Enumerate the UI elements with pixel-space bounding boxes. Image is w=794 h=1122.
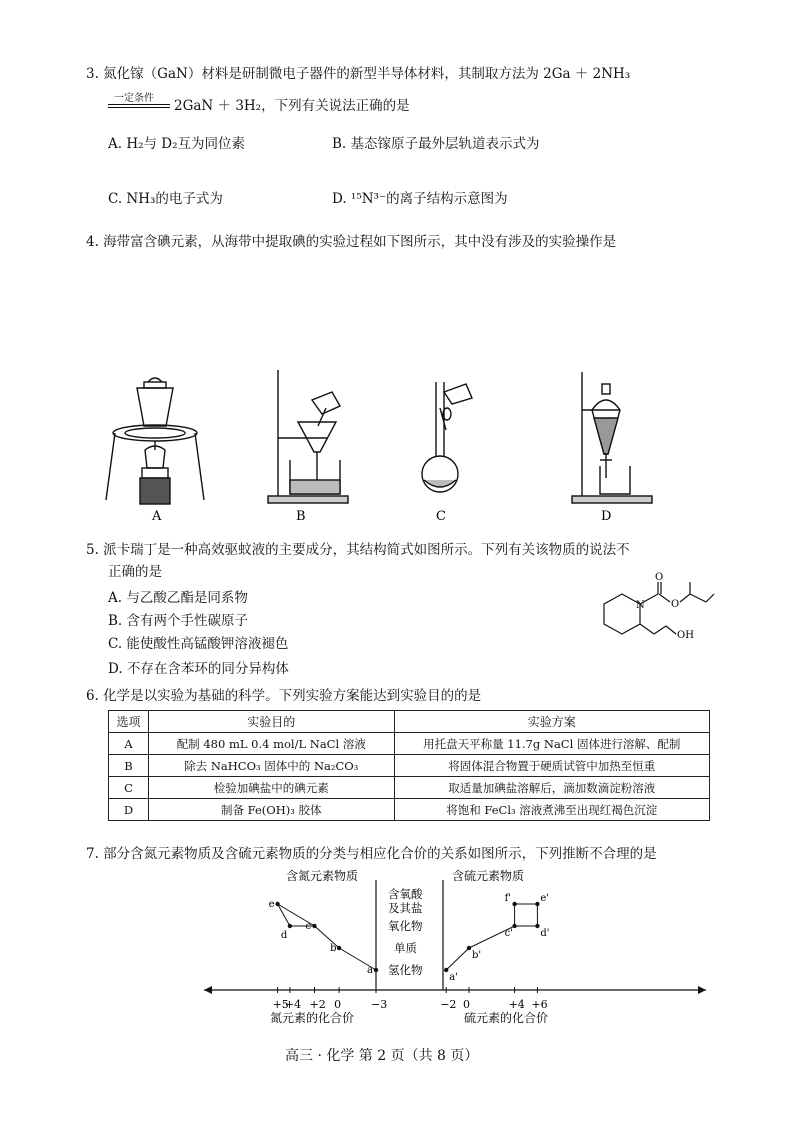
- s-connector-line: [446, 948, 469, 970]
- n-point-d: [288, 924, 292, 928]
- s-point-label: d': [540, 928, 550, 939]
- table-cell: 配制 480 mL 0.4 mol/L NaCl 溶液: [148, 733, 394, 755]
- category-label: 氢化物: [388, 963, 423, 977]
- n-chart-title: 含氮元素物质: [286, 869, 359, 883]
- s-tick-label: +4: [508, 998, 525, 1011]
- q3-option-d[interactable]: D. ¹⁵N³⁻的离子结构示意图为: [332, 191, 508, 207]
- q5-stem-line2: 正确的是: [108, 564, 162, 580]
- struct-n: N: [636, 600, 645, 611]
- apparatus-label-d: D: [601, 509, 612, 524]
- q5-structure-figure: [586, 568, 716, 648]
- s-point-a': [444, 968, 448, 972]
- q6-experiment-table: [108, 710, 710, 821]
- q5-option-c[interactable]: C. 能使酸性高锰酸钾溶液褪色: [108, 636, 289, 652]
- category-label: 及其盐: [388, 901, 423, 915]
- table-header-row: [109, 711, 710, 733]
- apparatus-b-filtration[interactable]: [268, 370, 348, 503]
- q3-option-a[interactable]: A. H₂与 D₂互为同位素: [108, 136, 246, 152]
- q6-stem: 6. 化学是以实验为基础的科学。下列实验方案能达到实验目的的是: [86, 688, 482, 704]
- apparatus-c-volumetric-flask[interactable]: [422, 382, 472, 492]
- axis-arrow-left: [204, 986, 212, 994]
- q3-reaction-condition: 一定条件: [114, 93, 154, 104]
- s-point-c': [512, 924, 516, 928]
- q3-option-b[interactable]: B. 基态镓原子最外层轨道表示式为: [332, 136, 540, 152]
- table-cell: 检验加碘盐中的碘元素: [148, 777, 394, 799]
- apparatus-d-separatory-funnel[interactable]: [572, 372, 652, 503]
- category-label: 含氧酸: [388, 887, 423, 901]
- category-label: 氧化物: [388, 919, 423, 933]
- header-purpose: 实验目的: [148, 711, 394, 733]
- apparatus-label-a: A: [152, 509, 162, 524]
- table-cell: B: [109, 755, 149, 777]
- s-point-f': [512, 902, 516, 906]
- q5-option-b[interactable]: B. 含有两个手性碳原子: [108, 613, 249, 629]
- page-footer: 高三 · 化学 第 2 页（共 8 页）: [285, 1048, 479, 1064]
- q3-reaction-arrow-2: [108, 107, 170, 108]
- table-cell: D: [109, 799, 149, 821]
- n-point-a: [374, 968, 378, 972]
- n-tick-label: +5: [272, 998, 289, 1011]
- s-point-e': [535, 902, 539, 906]
- apparatus-label-c: C: [436, 509, 446, 524]
- n-point-label: a: [367, 965, 373, 976]
- table-cell: 将饱和 FeCl₃ 溶液煮沸至出现红褐色沉淀: [394, 799, 709, 821]
- table-cell: C: [109, 777, 149, 799]
- q3-stem-line2: 2GaN ＋ 3H₂，下列有关说法正确的是: [174, 98, 410, 114]
- s-point-label: c': [504, 928, 513, 939]
- s-tick-label: +6: [531, 998, 548, 1011]
- n-tick-label: +4: [284, 998, 302, 1011]
- n-point-label: e: [268, 899, 275, 910]
- s-point-label: f': [504, 893, 512, 904]
- struct-o-ester: O: [671, 599, 680, 610]
- piperidine-ring: [604, 594, 640, 634]
- s-point-d': [535, 924, 539, 928]
- n-tick-label: 0: [334, 998, 342, 1011]
- table-cell: 制备 Fe(OH)₃ 胶体: [148, 799, 394, 821]
- q3-option-c[interactable]: C. NH₃的电子式为: [108, 191, 223, 207]
- s-chart-title: 含硫元素物质: [452, 869, 525, 883]
- q4-apparatus-figure: [100, 370, 680, 530]
- s-tick-label: −2: [440, 998, 457, 1011]
- s-point-label: a': [449, 972, 458, 983]
- table-cell: 用托盘天平称量 11.7g NaCl 固体进行溶解、配制: [394, 733, 709, 755]
- n-point-label: b: [330, 943, 337, 954]
- n-point-b: [337, 946, 341, 950]
- struct-o-carbonyl: O: [655, 572, 664, 583]
- struct-oh: OH: [677, 630, 694, 641]
- n-point-label: d: [280, 930, 288, 941]
- n-point-e: [275, 902, 279, 906]
- n-tick-label: +2: [309, 998, 326, 1011]
- table-row[interactable]: [109, 777, 710, 799]
- header-plan: 实验方案: [394, 711, 709, 733]
- q4-stem: 4. 海带富含碘元素，从海带中提取碘的实验过程如下图所示，其中没有涉及的实验操作是: [86, 234, 617, 250]
- table-cell: 除去 NaHCO₃ 固体中的 Na₂CO₃: [148, 755, 394, 777]
- s-tick-label: 0: [463, 998, 470, 1011]
- table-cell: 将固体混合物置于硬质试管中加热至恒重: [394, 755, 709, 777]
- table-row[interactable]: [109, 733, 710, 755]
- table-row[interactable]: [109, 799, 710, 821]
- table-row[interactable]: [109, 755, 710, 777]
- table-cell: 取适量加碘盐溶解后，滴加数滴淀粉溶液: [394, 777, 709, 799]
- n-tick-label: −3: [371, 998, 388, 1011]
- q7-valence-chart: [0, 866, 794, 1026]
- n-point-label: c: [305, 921, 312, 932]
- s-point-label: e': [540, 893, 550, 904]
- n-axis-label: 氮元素的化合价: [270, 1011, 355, 1025]
- q3-reaction-arrow: [108, 104, 170, 105]
- q5-stem-line1: 5. 派卡瑞丁是一种高效驱蚊液的主要成分，其结构简式如图所示。下列有关该物质的说法不: [86, 542, 630, 558]
- q5-option-a[interactable]: A. 与乙酸乙酯是同系物: [108, 590, 248, 606]
- s-axis-label: 硫元素的化合价: [464, 1011, 549, 1025]
- table-cell: A: [109, 733, 149, 755]
- axis-arrow-right: [698, 986, 706, 994]
- q5-option-d[interactable]: D. 不存在含苯环的同分异构体: [108, 661, 289, 677]
- apparatus-a-crucible-tripod[interactable]: [106, 378, 204, 504]
- header-option: 选项: [109, 711, 149, 733]
- q7-stem: 7. 部分含氮元素物质及含硫元素物质的分类与相应化合价的关系如图所示，下列推断不合理的是: [86, 846, 657, 862]
- s-point-b': [467, 946, 471, 950]
- q3-stem-line1: 3. 氮化镓（GaN）材料是研制微电子器件的新型半导体材料，其制取方法为 2Ga ＋ 2NH₃: [86, 66, 631, 82]
- n-point-c: [312, 924, 316, 928]
- category-label: 单质: [394, 941, 417, 955]
- apparatus-label-b: B: [296, 509, 306, 524]
- s-point-label: b': [472, 950, 482, 961]
